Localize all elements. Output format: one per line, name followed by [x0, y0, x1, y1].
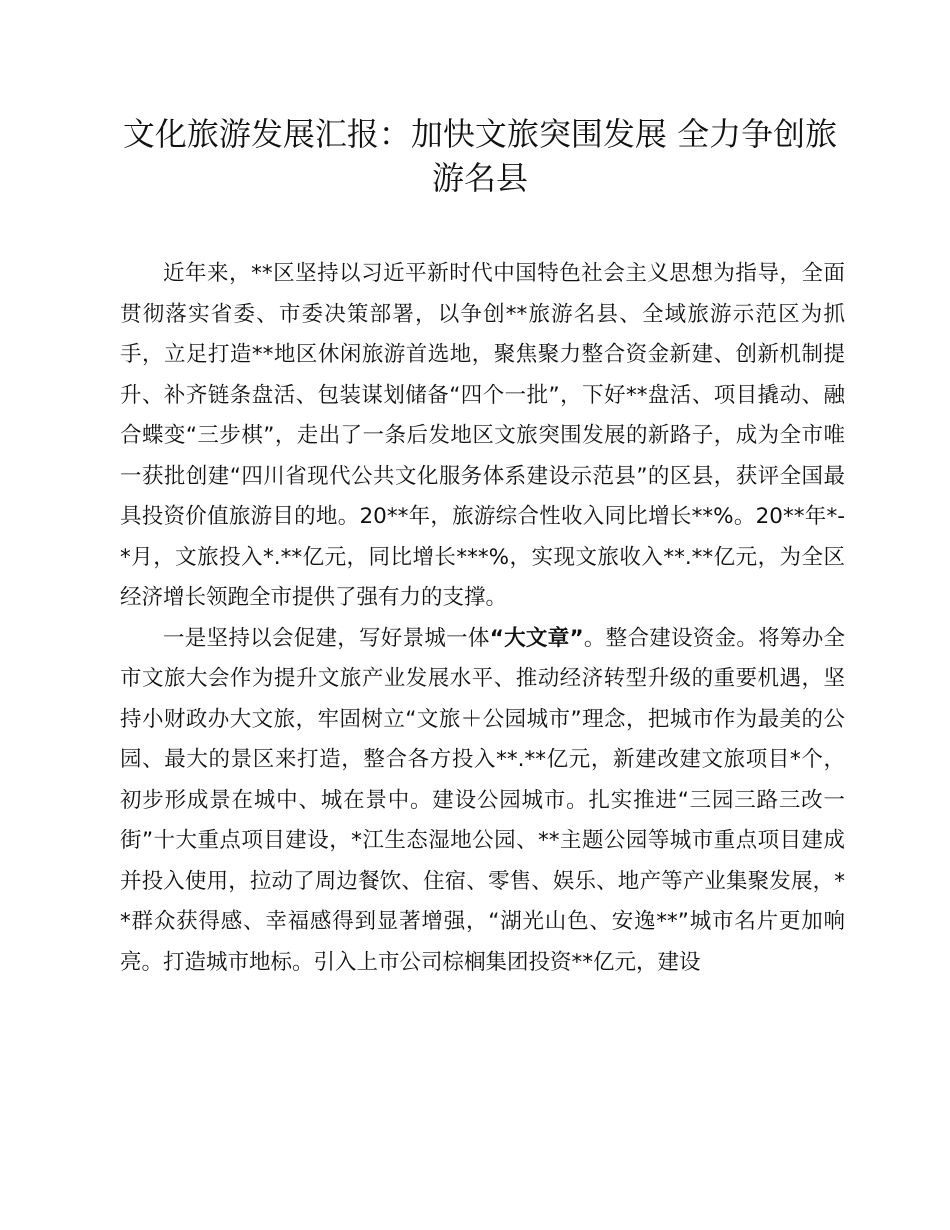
section-one-paragraph — [120, 619, 845, 984]
section-one-lead: 一是坚持以会促建，写好景城一体 — [163, 625, 490, 651]
document-body — [120, 254, 845, 983]
section-one-text: 。整合建设资金。将筹办全市文旅大会作为提升文旅产业发展水平、推动经济转型升级的重要机遇，坚持小财政办大文旅，牢固树立“文旅＋公园城市”理念，把城市作为最美的公园、最大的景区来打造，整合各方投入**.**亿元，新建改建文旅项目*个，初步形成景在城中、城在景中。建设公园城市。扎实推进“三园三路三改一街”十大重点项目建设，*江生态湿地公园、**主题公园等城市重点项目建成并投入使用，拉动了周边餐饮、住宿、零售、娱乐、地产等产业集聚发展，**群众获得感、幸福感得到显著增强，“湖光山色、安逸**”城市名片更加响亮。打造城市地标。引入上市公司棕榈集团投资**亿元，建设 — [120, 625, 845, 975]
section-one-emphasis: “大文章” — [489, 625, 584, 651]
document-title: 文化旅游发展汇报：加快文旅突围发展 全力争创旅游名县 — [122, 115, 838, 197]
body-paragraph: 近年来，**区坚持以习近平新时代中国特色社会主义思想为指导，全面贯彻落实省委、市委决策部署，以争创**旅游名县、全域旅游示范区为抓手，立足打造**地区休闲旅游首选地，聚焦聚力整合资金新建、创新机制提升、补齐链条盘活、包装谋划储备“四个一批”，下好**盘活、项目撬动、融合蝶变“三步棋”，走出了一条后发地区文旅突围发展的新路子，成为全市唯一获批创建“四川省现代公共文化服务体系建设示范县”的区县，获评全国最具投资价值旅游目的地。20**年，旅游综合性收入同比增长**%。20**年*-*月，文旅投入*.**亿元，同比增长***%，实现文旅收入**.**亿元，为全区经济增长领跑全市提供了强有力的支撑。 — [120, 261, 845, 610]
